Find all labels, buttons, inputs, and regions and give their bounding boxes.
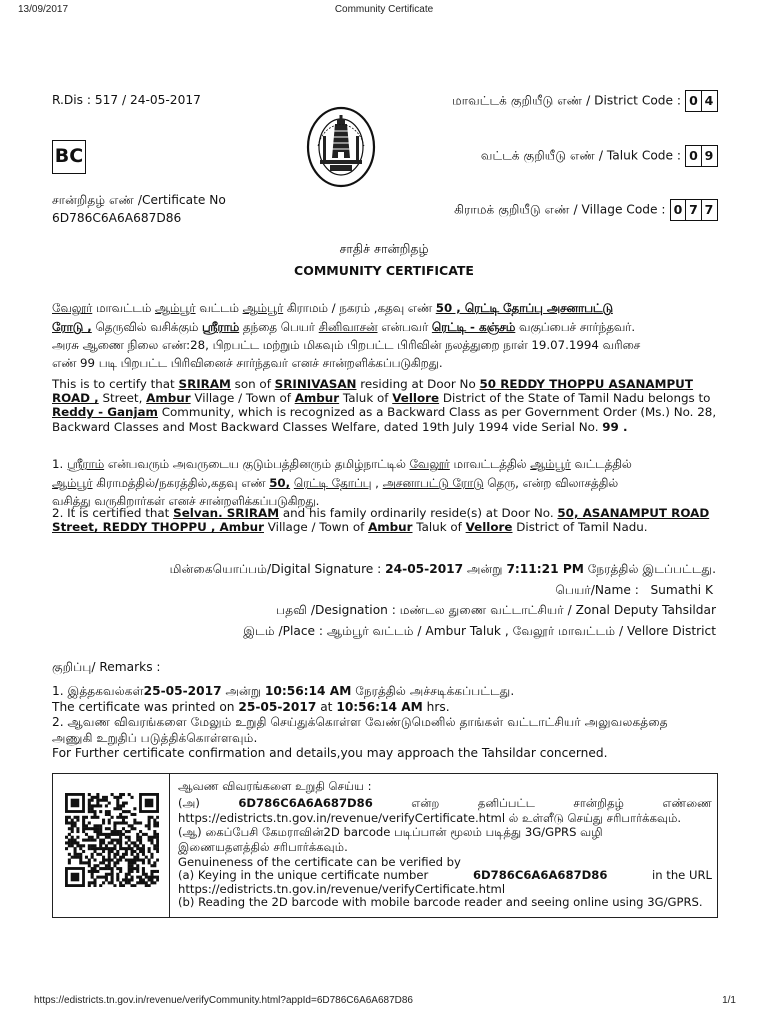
taluk-code-row — [481, 145, 716, 167]
taluk-code-label: வட்டக் குறியீடு எண் / Taluk Code : — [480, 148, 681, 163]
tamilnadu-emblem-icon — [306, 106, 376, 188]
verification-box — [52, 773, 718, 918]
tamil-certify-paragraph: வேலூர் மாவட்டம் ஆம்பூர் வட்டம் ஆம்பூர் கிராமம் / நகரம் ,கதவு எண் 50 , ரெட்டி தோப்பு அசனாபட்டு ரோடு , தெருவில் வசிக்கும் ஸ்ரீராம் தந்தை பெயர் சினிவாசன் என்பவர் ரெட்டி - கஞ்சம் வகுப்பைச் சார்ந்தவர். அரசு ஆணை நிலை எண்:28, பிறபட்ட மற்றும் மிகவும் பிறபட்ட பிரிவின் நலத்துறை நாள் 19.07.1994 வரிசை எண் 99 படி பிறபட்ட பிரிவினைச் சார்ந்தவர் எனச் சான்றளிக்கப்படுகிறது. — [52, 301, 641, 370]
verification-text: ஆவண விவரங்களை உறுதி செய்ய : (அ) 6D786C6A6A687D86 என்ற தனிப்பட்ட சான்றிதழ் எண்ணை https://edistricts.tn.gov.in/revenue/verifyCertificate.html ல் உள்ளீடு செய்து சரிபார்க்கவும். (ஆ) கைப்பேசி கேமராவின்2D barcode படிப்பான் மூலம் படித்து 3G/GPRS வழி இணையதளத்தில் சரிபார்க்கவும். Genuineness of the certificate can be verified by (a) Keying in the unique certificate number 6D786C6A6A687D86 in the URL https://edistricts.tn.gov.in/revenue/verifyCertificate.html (b) Reading the 2D barcode with mobile barcode reader and seeing online using 3G/GPRS. — [178, 779, 712, 910]
remark-2-english: For Further certificate confirmation and details,you may approach the Tahsildar concerned. — [52, 746, 608, 760]
print-page-number: 1/1 — [722, 995, 736, 1006]
verify-en-a-line: (a) Keying in the unique certificate number 6D786C6A6A687D86 in the URL — [178, 868, 712, 883]
qr-code-icon — [65, 793, 159, 887]
remark-2-tamil-line2: அணுகி உறுதிப் படுத்திக்கொள்ளவும். — [52, 731, 258, 745]
rdis-number: R.Dis : 517 / 24-05-2017 — [52, 93, 201, 107]
title-tamil: சாதிச் சான்றிதழ் — [339, 241, 429, 256]
certificate-no: 6D786C6A6A687D86 — [52, 211, 182, 225]
remark-1-english: The certificate was printed on 25-05-2017 at 10:56:14 AM hrs. — [52, 700, 450, 714]
taluk-code-box: 0 9 — [685, 145, 716, 167]
remark-2-tamil-line1: 2. ஆவண விவரங்களை மேலும் உறுதி செய்துக்கொள்ள வேண்டுமெனில் தாங்கள் வட்டாட்சியர் அலுவலகத்தை — [52, 715, 668, 729]
village-code-label: கிராமக் குறியீடு எண் / Village Code : — [454, 202, 666, 217]
signatory-name-line: பெயர்/Name : Sumathi K — [555, 583, 713, 597]
remark-1-tamil: 1. இத்தகவல்கள்25-05-2017 அன்று 10:56:14 AM நேரத்தில் அச்சடிக்கப்பட்டது. — [52, 684, 515, 698]
print-title: Community Certificate — [334, 4, 434, 15]
tamil-residence-paragraph: 1. ஸ்ரீராம் என்பவரும் அவருடைய குடும்பத்தினரும் தமிழ்நாட்டில் வேலூர் மாவட்டத்தில் ஆம்பூர் வட்டத்தில் ஆம்பூர் கிராமத்தில்/நகரத்தில்,கதவு எண் 50, ரெட்டி தோப்பு , அசனாபட்டு ரோடு தெரு, என்ற விலாசத்தில் வசித்து வருகிறார்கள் எனச் சான்றளிக்கப்படுகிறது. — [52, 457, 632, 509]
category-badge: BC — [52, 140, 86, 174]
district-code-box: 0 4 — [685, 90, 716, 112]
village-code-row — [454, 199, 716, 221]
village-code-box: 0 7 7 — [670, 199, 717, 221]
certificate-no-label: சான்றிதழ் எண் /Certificate No — [52, 193, 226, 207]
place-line: இடம் /Place : ஆம்பூர் வட்டம் / Ambur Taluk , வேலூர் மாவட்டம் / Vellore District — [243, 624, 716, 638]
print-url: https://edistricts.tn.gov.in/revenue/verifyCommunity.html?appId=6D786C6A6A687D86 — [34, 995, 413, 1006]
print-date: 13/09/2017 — [18, 4, 69, 15]
designation-line: பதவி /Designation : மண்டல துணை வட்டாட்சியர் / Zonal Deputy Tahsildar — [276, 603, 716, 617]
remarks-label: குறிப்பு/ Remarks : — [52, 660, 161, 674]
verify-a-line1: (அ) 6D786C6A6A687D86 என்ற தனிப்பட்ட சான்றிதழ் எண்ணை — [178, 796, 712, 811]
english-residence-paragraph: 2. It is certified that Selvan. SRIRAM and his family ordinarily reside(s) at Door No. 50, ASANAMPUT ROAD Street, REDDY THOPPU , Ambur Village / Town of Ambur Taluk of Vellore District of Tamil Nadu. — [52, 506, 710, 535]
verification-divider — [169, 774, 170, 917]
title-english: COMMUNITY CERTIFICATE — [294, 263, 474, 278]
digital-signature-line: மின்கையொப்பம்/Digital Signature : 24-05-2017 அன்று 7:11:21 PM நேரத்தில் இடப்பட்டது. — [169, 562, 716, 576]
district-code-label: மாவட்டக் குறியீடு எண் / District Code : — [451, 93, 681, 108]
district-code-row — [452, 90, 716, 112]
english-certify-paragraph: This is to certify that SRIRAM son of SRINIVASAN residing at Door No 50 REDDY THOPPU ASANAMPUT ROAD , Street, Ambur Village / Town of Ambur Taluk of Vellore District of the State of Tamil Nadu belongs to Reddy - Ganjam Community, which is recognized as a Backward Class as per Government Order (Ms.) No. 28, Backward Classes and Most Backward Classes Welfare, dated 19th July 1994 vide Serial No. 99 . — [52, 377, 717, 434]
